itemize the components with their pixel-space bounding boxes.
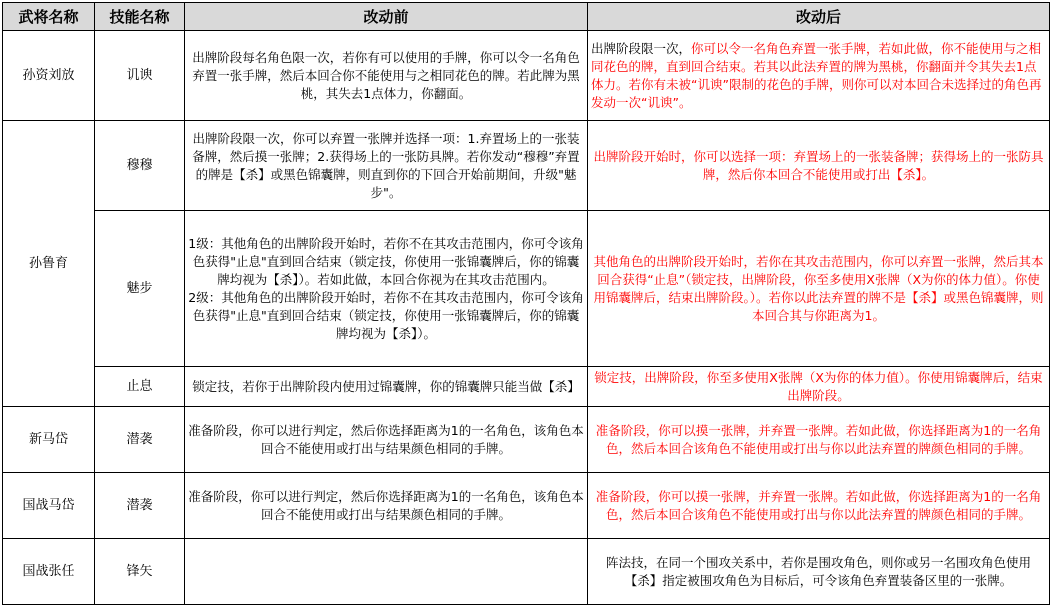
skill-name: 潜袭 xyxy=(95,473,185,539)
skill-name: 止息 xyxy=(95,367,185,407)
table-row xyxy=(3,121,1050,211)
general-name: 国战张任 xyxy=(3,539,95,605)
header-skill: 技能名称 xyxy=(95,3,185,31)
table-row xyxy=(3,367,1050,407)
before-text: 出牌阶段每名角色限一次，若你有可以使用的手牌，你可以令一名角色弃置一张手牌，然后本回合你不能使用与之相同花色的牌。若此牌为黑桃，其失去1点体力，你翻面。 xyxy=(185,31,588,121)
general-name: 孙鲁育 xyxy=(3,121,95,407)
after-text xyxy=(588,31,1050,121)
table-row xyxy=(3,31,1050,121)
after-text: 其他角色的出牌阶段开始时，若你在其攻击范围内，你可以弃置一张牌，然后其本回合获得“止息”（锁定技，出牌阶段，你至多使用X张牌（X为你的体力值）。你使用锦囊牌后，结束出牌阶段。）。若你以此法弃置的牌不是【杀】或黑色锦囊牌，则本回合其与你距离为1。 xyxy=(588,211,1050,367)
skill-name: 穆穆 xyxy=(95,121,185,211)
table-row xyxy=(3,539,1050,605)
after-text: 锁定技，出牌阶段，你至多使用X张牌（X为你的体力值）。你使用锦囊牌后，结束出牌阶段。 xyxy=(588,367,1050,407)
before-text: 准备阶段，你可以进行判定，然后你选择距离为1的一名角色，该角色本回合不能使用或打出与结果颜色相同的手牌。 xyxy=(185,407,588,473)
before-text: 出牌阶段限一次，你可以弃置一张牌并选择一项：1.弃置场上的一张装备牌，然后摸一张牌；2.获得场上的一张防具牌。若你发动“穆穆”弃置的牌是【杀】或黑色锦囊牌，则直到你的下回合开始前期间，升级"魅步"。 xyxy=(185,121,588,211)
header-row xyxy=(3,3,1050,31)
general-name: 国战马岱 xyxy=(3,473,95,539)
general-name: 孙资刘放 xyxy=(3,31,95,121)
before-text xyxy=(185,211,588,367)
after-text: 准备阶段，你可以摸一张牌，并弃置一张牌。若如此做，你选择距离为1的一名角色，然后本回合该角色不能使用或打出与你以此法弃置的牌颜色相同的手牌。 xyxy=(588,407,1050,473)
general-name: 新马岱 xyxy=(3,407,95,473)
header-after: 改动后 xyxy=(588,3,1050,31)
after-text-unchanged: 出牌阶段限一次， xyxy=(591,40,692,56)
before-level-1: 1级：其他角色的出牌阶段开始时，若你不在其攻击范围内，你可令该角色获得"止息"直到回合结束（锁定技，你使用一张锦囊牌后，你的锦囊牌均视为【杀】）。若如此做，本回合你视为在其攻击范围内。 xyxy=(188,235,584,287)
skill-name: 讥谀 xyxy=(95,31,185,121)
after-text: 出牌阶段开始时，你可以选择一项：弃置场上的一张装备牌；获得场上的一张防具牌，然后你本回合不能使用或打出【杀】。 xyxy=(588,121,1050,211)
before-text xyxy=(185,539,588,605)
before-text: 锁定技，若你于出牌阶段内使用过锦囊牌，你的锦囊牌只能当做【杀】 xyxy=(185,367,588,407)
after-text-changed: 你可以令一名角色弃置一张手牌，若如此做，你不能使用与之相同花色的牌，直到回合结束。若其以此法弃置的牌为黑桃，你翻面并令其失去1点体力。若你有未被“讥谀”限制的花色的手牌，则你可以对本回合未选择过的角色再发动一次“讥谀”。 xyxy=(591,40,1042,110)
skill-change-table xyxy=(2,2,1050,605)
skill-name: 潜袭 xyxy=(95,407,185,473)
skill-name: 魅步 xyxy=(95,211,185,367)
skill-name: 锋矢 xyxy=(95,539,185,605)
before-text: 准备阶段，你可以进行判定，然后你选择距离为1的一名角色，该角色本回合不能使用或打出与结果颜色相同的手牌。 xyxy=(185,473,588,539)
table-row xyxy=(3,407,1050,473)
after-text: 阵法技，在同一个围攻关系中，若你是围攻角色，则你或另一名围攻角色使用【杀】指定被围攻角色为目标后，可令该角色弃置装备区里的一张牌。 xyxy=(588,539,1050,605)
header-general: 武将名称 xyxy=(3,3,95,31)
header-before: 改动前 xyxy=(185,3,588,31)
after-text: 准备阶段，你可以摸一张牌，并弃置一张牌。若如此做，你选择距离为1的一名角色，然后本回合该角色不能使用或打出与你以此法弃置的牌颜色相同的手牌。 xyxy=(588,473,1050,539)
table-row xyxy=(3,473,1050,539)
before-level-2: 2级：其他角色的出牌阶段开始时，若你不在其攻击范围内，你可令该角色获得"止息"直到回合结束（锁定技，你使用一张锦囊牌后，你的锦囊牌均视为【杀】）。 xyxy=(188,289,584,341)
table-row xyxy=(3,211,1050,367)
